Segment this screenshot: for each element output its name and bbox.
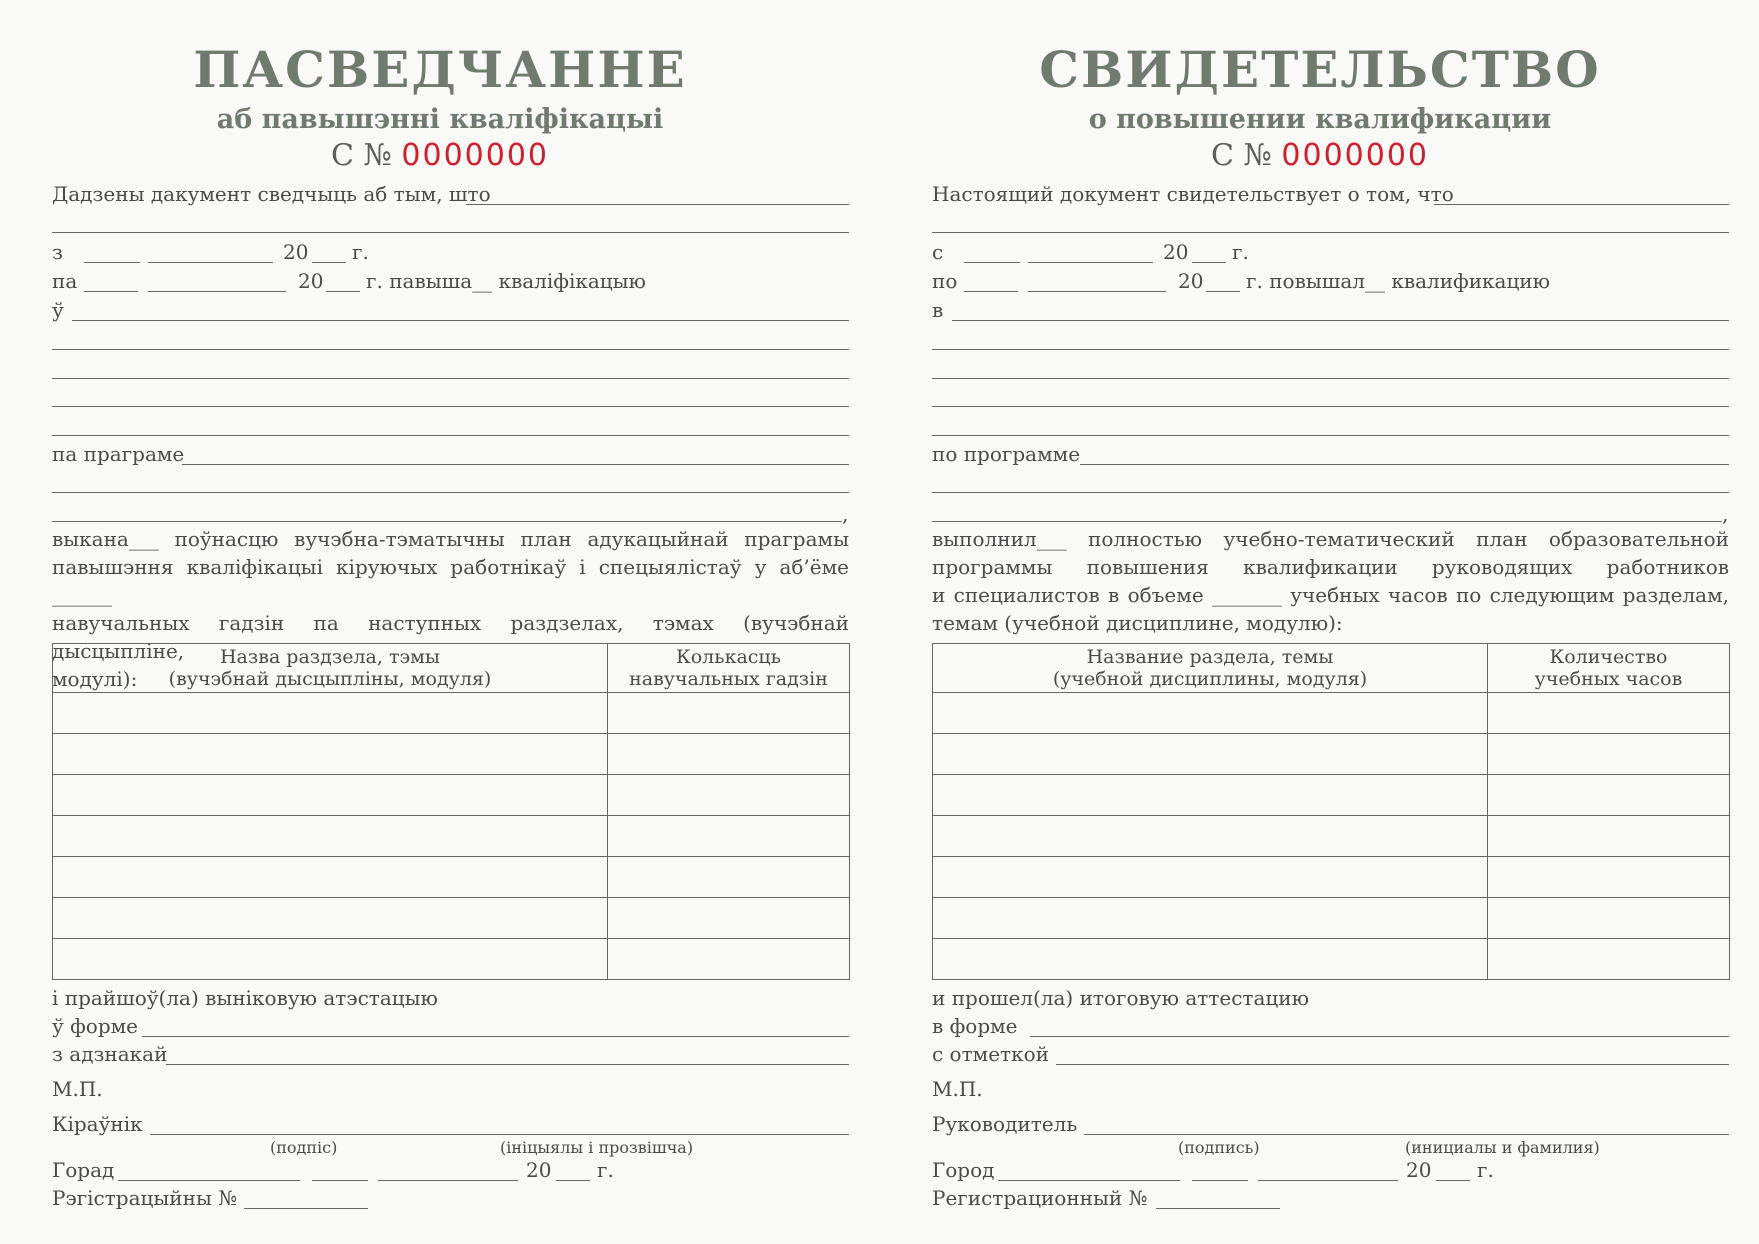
program-line[interactable] [1080,464,1729,465]
paragraph-line: павышэння кваліфікацыі кіруючых работнікаў і спецыялістаў у аб’ёме ______ [52,555,849,607]
hours-cell[interactable] [1488,734,1730,775]
table-row [933,939,1730,980]
institution-line-3[interactable] [52,378,849,379]
date-year-suffix: г. [597,1158,614,1182]
program-line-2[interactable] [52,492,849,493]
stamp-label: М.П. [52,1077,103,1101]
head-label: Руководитель [932,1112,1078,1136]
paragraph-line: выполнил___ полностью учебно-тематический план образовательной [932,527,1729,551]
institution-line-2[interactable] [52,349,849,350]
stamp-label: М.П. [932,1077,983,1101]
name-field-line[interactable] [466,204,849,205]
table-header-row [933,644,1730,693]
hours-cell[interactable] [608,693,850,734]
column-header-section: Назва раздзела, тэмы (вучэбнай дысцыпліны, модуля) [53,644,608,693]
page-subtitle: аб павышэнні кваліфікацыі [216,104,664,135]
intro-text: Настоящий документ свидетельствует о том, что [932,182,1454,206]
program-line-2[interactable] [932,492,1729,493]
section-cell[interactable] [933,816,1488,857]
table-row [53,898,850,939]
from-day-line[interactable] [964,262,1020,263]
registration-line[interactable] [1156,1208,1280,1209]
number-prefix: С № [330,138,392,173]
to-day-line[interactable] [964,291,1018,292]
paragraph-line: и специалистов в объеме _______ учебных часов по следующим разделам, [932,583,1729,607]
to-year-prefix: 20 [298,269,324,293]
section-cell[interactable] [53,775,608,816]
section-cell[interactable] [933,898,1488,939]
certificate-number [880,138,1759,173]
to-month-line[interactable] [148,291,286,292]
mark-label: с отметкой [932,1042,1049,1066]
institution-line[interactable] [952,320,1729,321]
date-year-line[interactable] [1436,1180,1470,1181]
table-row [933,816,1730,857]
table-header-row [53,644,850,693]
comma: , [1722,502,1729,526]
hours-cell[interactable] [608,898,850,939]
name-hint: (инициалы и фамилия) [1405,1138,1600,1157]
program-label: по программе [932,442,1081,466]
institution-line-3[interactable] [932,378,1729,379]
table-row [933,693,1730,734]
hours-cell[interactable] [1488,898,1730,939]
paragraph-line: модулі): [52,667,138,691]
table-row [53,816,850,857]
institution-line-4[interactable] [932,406,1729,407]
attestation-text: і прайшоў(ла) выніковую атэстацыю [52,986,438,1010]
institution-label: ў [52,298,64,322]
section-cell[interactable] [933,857,1488,898]
program-line-3[interactable] [52,521,842,522]
signature-hint: (подпіс) [270,1138,338,1157]
serial-number: 0000000 [401,138,550,173]
to-month-line[interactable] [1028,291,1166,292]
column-header-hours: Колькасць навучальных гадзін [608,644,850,693]
form-line[interactable] [1030,1036,1729,1037]
institution-line-2[interactable] [932,349,1729,350]
to-day-line[interactable] [84,291,138,292]
program-label: па праграме [52,442,185,466]
date-year-suffix: г. [1477,1158,1494,1182]
upgraded-text: г. павыша__ кваліфікацыю [366,269,646,293]
from-month-line[interactable] [148,262,273,263]
section-cell[interactable] [53,693,608,734]
from-day-line[interactable] [84,262,140,263]
to-year-prefix: 20 [1178,269,1204,293]
section-cell[interactable] [933,734,1488,775]
page-subtitle: о повышении квалификации [1088,104,1552,135]
intro-text: Дадзены дакумент сведчыць аб тым, што [52,182,491,206]
to-year-line[interactable] [1206,291,1240,292]
city-line[interactable] [998,1180,1180,1181]
hours-cell[interactable] [608,775,850,816]
institution-line-5[interactable] [52,435,849,436]
table-row [933,857,1730,898]
date-day-line[interactable] [1192,1180,1248,1181]
city-line[interactable] [118,1180,300,1181]
to-label: па [52,269,78,293]
hours-cell[interactable] [1488,775,1730,816]
from-label: з [52,240,63,264]
registration-label: Регистрационный № [932,1186,1148,1210]
section-cell[interactable] [933,939,1488,980]
name-field-line-2[interactable] [52,232,849,233]
date-year-prefix: 20 [526,1158,552,1182]
hours-cell[interactable] [608,734,850,775]
from-year-prefix: 20 [1163,240,1189,264]
name-hint: (ініцыялы і прозвішча) [500,1138,694,1157]
program-line[interactable] [182,464,849,465]
from-year-line[interactable] [1192,262,1226,263]
comma: , [842,502,849,526]
date-day-line[interactable] [312,1180,368,1181]
form-line[interactable] [142,1036,849,1037]
column-header-hours: Количество учебных часов [1488,644,1730,693]
table-row [53,939,850,980]
from-year-line[interactable] [312,262,346,263]
program-line-3[interactable] [932,521,1722,522]
paragraph-line: навучальных гадзін па наступных раздзелах, тэмах (вучэбнай дысцыпліне, [52,611,849,663]
right-page-russian [880,0,1759,1244]
page-title: ПАСВЕДЧАННЕ [193,40,687,99]
from-year-suffix: г. [352,240,369,264]
registration-label: Рэгістрацыйны № [52,1186,238,1210]
registration-line[interactable] [244,1208,368,1209]
head-signature-line[interactable] [150,1134,849,1135]
number-prefix: С № [1210,138,1272,173]
paragraph-line: темам (учебной дисциплине, модулю): [932,611,1343,635]
certificate-number [0,138,880,173]
mark-line[interactable] [166,1064,849,1065]
table-row [53,693,850,734]
paragraph-line: программы повышения квалификации руководящих работников [932,555,1729,579]
table-row [933,898,1730,939]
head-signature-line[interactable] [1084,1134,1729,1135]
institution-label: в [932,298,944,322]
section-cell[interactable] [933,693,1488,734]
hours-cell[interactable] [608,816,850,857]
date-year-line[interactable] [556,1180,590,1181]
from-year-suffix: г. [1232,240,1249,264]
date-year-prefix: 20 [1406,1158,1432,1182]
table-row [53,734,850,775]
hours-cell[interactable] [608,939,850,980]
hours-cell[interactable] [1488,816,1730,857]
section-cell[interactable] [53,898,608,939]
signature-hint: (подпись) [1178,1138,1260,1157]
institution-line[interactable] [72,320,849,321]
attestation-text: и прошел(ла) итоговую аттестацию [932,986,1310,1010]
section-cell[interactable] [53,734,608,775]
hours-cell[interactable] [1488,939,1730,980]
from-label: с [932,240,944,264]
to-year-line[interactable] [326,291,360,292]
mark-line[interactable] [1056,1064,1729,1065]
from-year-prefix: 20 [283,240,309,264]
table-row [53,775,850,816]
form-label: в форме [932,1014,1018,1038]
section-cell[interactable] [933,775,1488,816]
paragraph-line: выкана___ поўнасцю вучэбна-тэматычны план адукацыйнай праграмы [52,527,849,551]
section-cell[interactable] [53,857,608,898]
completion-paragraph [932,525,1729,637]
from-month-line[interactable] [1028,262,1153,263]
to-label: по [932,269,958,293]
name-field-line-2[interactable] [932,232,1729,233]
table-row [933,775,1730,816]
serial-number: 0000000 [1281,138,1430,173]
form-label: ў форме [52,1014,139,1038]
column-header-section: Название раздела, темы (учебной дисциплины, модуля) [933,644,1488,693]
hours-cell[interactable] [608,857,850,898]
subjects-table [52,643,850,980]
subjects-table [932,643,1730,980]
mark-label: з адзнакай [52,1042,168,1066]
table-row [933,734,1730,775]
city-label: Горад [52,1158,115,1182]
upgraded-text: г. повышал__ квалификацию [1246,269,1551,293]
section-cell[interactable] [53,816,608,857]
hours-cell[interactable] [1488,693,1730,734]
page-title: СВИДЕТЕЛЬСТВО [1039,40,1601,99]
section-cell[interactable] [53,939,608,980]
hours-cell[interactable] [1488,857,1730,898]
date-month-line[interactable] [378,1180,518,1181]
institution-line-4[interactable] [52,406,849,407]
city-label: Город [932,1158,995,1182]
table-row [53,857,850,898]
institution-line-5[interactable] [932,435,1729,436]
date-month-line[interactable] [1258,1180,1398,1181]
head-label: Кіраўнік [52,1112,143,1136]
name-field-line[interactable] [1434,204,1729,205]
